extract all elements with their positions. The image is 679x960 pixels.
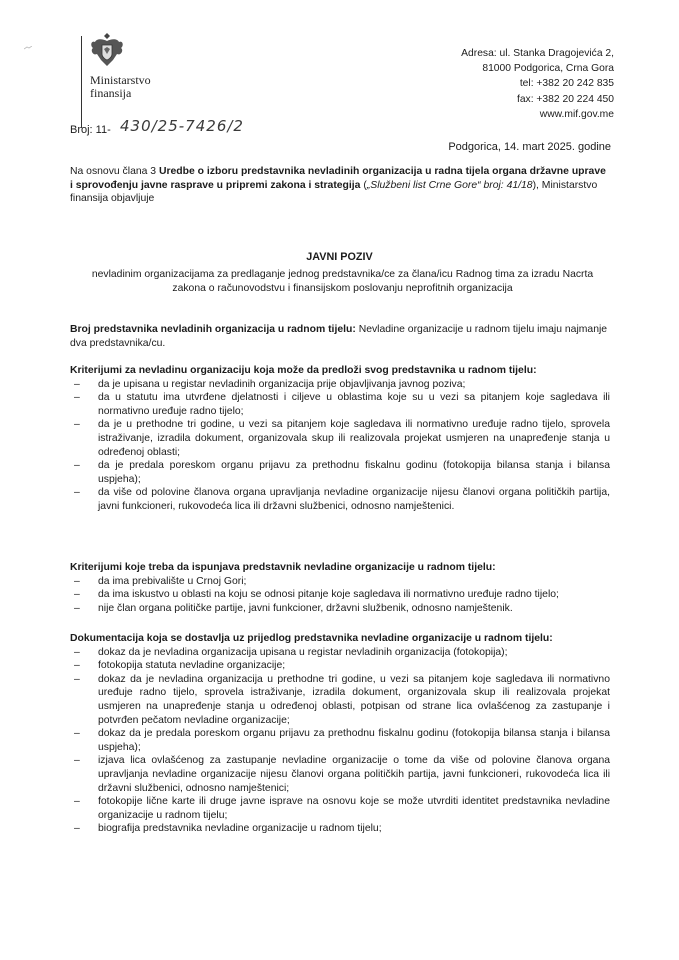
page-title: JAVNI POZIV	[306, 251, 373, 263]
list-item: – da u statutu ima utvrđene djelatnosti i ciljeve u oblastima koje su u vezi sa pitanjem koje sagledava ili normativno uređuje radno tijelo;	[70, 391, 610, 418]
reference-number-handwritten: 430/25-7426/2	[120, 117, 244, 135]
website-line: www.mif.gov.me	[539, 108, 614, 120]
page-subtitle: nevladinim organizacijama za predlaganje jednog predstavnika/ce za člana/icu Radnog tima za izradu Nacrta zakona o računovodstvu i finansijskom poslovanju neprofitnih organizacija	[91, 269, 594, 294]
ministry-name	[90, 74, 151, 100]
list-item: – dokaz da je nevladina organizacija upisana u registar nevladinih organizacija (fotokopija);	[70, 646, 610, 660]
section-documentation	[70, 632, 610, 836]
criteria-list	[70, 575, 610, 616]
ministry-line-2: finansija	[90, 86, 132, 100]
header-divider	[81, 36, 82, 128]
intro-paren: (	[360, 179, 367, 191]
coat-of-arms-icon	[87, 30, 127, 70]
list-item: – dokaz da je nevladina organizacija u prethodne tri godine, u vezi sa pitanjem koje sagledava ili normativno uređuje radno tijelo, sprovela istraživanje, izradila dokument, organizovala skup ili realizovala projekat usmjeren na unapređenje stanja u određenoj oblasti, potpisan od strane lica ovlašćenog za zastupanje i potvrđen pečatom nevladine organizacije;	[70, 673, 610, 727]
section-text: Nevladine organizacije u radnom tijelu imaju najmanje dva predstavnika/cu.	[70, 324, 608, 349]
section-heading: Kriterijumi za nevladinu organizaciju koja može da predloži svog predstavnika u radnom tijelu:	[70, 365, 537, 376]
section-ngo-criteria	[70, 364, 610, 514]
address-line: Adresa: ul. Stanka Dragojevića 2,	[461, 48, 614, 59]
phone-line: tel: +382 20 242 835	[519, 78, 614, 90]
pencil-mark	[24, 46, 32, 50]
address-line: 81000 Podgorica, Crna Gora	[482, 63, 614, 75]
list-item: – fotokopije lične karte ili druge javne isprave na osnovu koje se može utvrditi identitet predstavnika nevladine organizacije u radnom tijelu;	[70, 795, 610, 822]
criteria-list	[70, 378, 610, 514]
list-item: – da je predala poreskom organu prijavu za prethodnu fiskalnu godinu (fotokopija bilansa stanja i bilansa uspjeha);	[70, 459, 610, 486]
list-item: – dokaz da je predala poreskom organu prijavu za prethodnu fiskalnu godinu (fotokopija bilansa stanja i bilansa uspjeha);	[70, 727, 610, 754]
section-heading: Broj predstavnika nevladinih organizacija u radnom tijelu:	[70, 324, 356, 335]
fax-line: fax: +382 20 224 450	[516, 93, 614, 105]
list-item: – da ima iskustvo u oblasti na koju se odnosi pitanje koje sagledava ili normativno uređuje radno tijelo;	[70, 588, 610, 602]
document-date: Podgorica, 14. mart 2025. godine	[448, 141, 611, 153]
intro-paragraph	[70, 165, 610, 206]
list-item: – izjava lica ovlašćenog za zastupanje nevladine organizacije o tome da više od polovine članova organa upravljanja nevladine organizacije nijesu članovi organa političkih partija, javni funkcioneri, rukovodeća lica ili državni službenici, odnosno namještenici;	[70, 754, 610, 795]
intro-regulation: Uredbe o izboru predstavnika nevladinih organizacija u radna tijela organa državne uprave i sprovođenju javne rasprave u pripremi zakona i strategija	[70, 166, 606, 191]
list-item: – biografija predstavnika nevladine organizacije u radnom tijelu;	[70, 822, 610, 836]
section-representatives-count	[70, 323, 610, 350]
intro-gazette: „Službeni list Crne Gore“ broj: 41/18	[366, 179, 533, 191]
section-heading: Dokumentacija koja se dostavlja uz prijedlog predstavnika nevladine organizacije u radnom tijelu:	[70, 633, 553, 644]
intro-text: Na osnovu člana 3	[70, 166, 159, 177]
list-item: – da je u prethodne tri godine, u vezi sa pitanjem koje sagledava ili normativno uređuje radno tijelo, sprovela istraživanje, izradila dokument, organizovala skup ili realizovala projekat usmjeren na unapređenje stanja u određenoj oblasti;	[70, 418, 610, 459]
list-item: – fotokopija statuta nevladine organizacije;	[70, 659, 610, 673]
section-heading: Kriterijumi koje treba da ispunjava predstavnik nevladine organizacije u radnom tijelu:	[70, 562, 496, 573]
list-item: – da više od polovine članova organa upravljanja nevladine organizacije nijesu članovi organa političkih partija, javni funkcioneri, rukovodeća lica ili državni službenici, odnosno namještenici.	[70, 486, 610, 513]
address-block	[461, 46, 614, 122]
reference-label: Broj: 11-	[70, 124, 111, 136]
documentation-list	[70, 646, 610, 836]
list-item: – nije član organa političke partije, javni funkcioner, državni službenik, odnosno namještenik.	[70, 602, 610, 616]
list-item: – da ima prebivalište u Crnoj Gori;	[70, 575, 610, 589]
ministry-line-1: Ministarstvo	[90, 73, 151, 87]
intro-tail: ), Ministarstvo finansija objavljuje	[70, 179, 598, 205]
section-representative-criteria	[70, 561, 610, 615]
list-item: – da je upisana u registar nevladinih organizacija prije objavljivanja javnog poziva;	[70, 378, 610, 392]
